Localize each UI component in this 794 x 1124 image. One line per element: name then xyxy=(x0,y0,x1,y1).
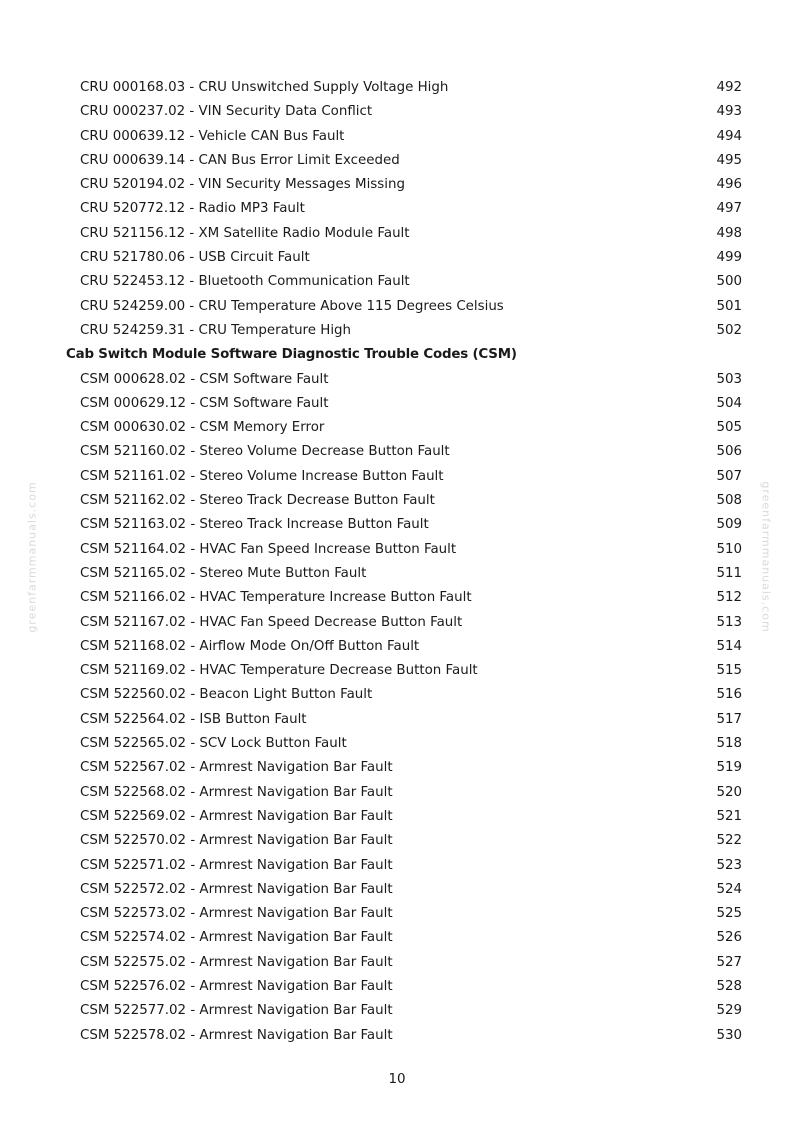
toc-entry[interactable] xyxy=(0,683,794,707)
toc-entry[interactable] xyxy=(0,465,794,489)
toc-entry[interactable] xyxy=(0,708,794,732)
toc-entry[interactable] xyxy=(0,1024,794,1048)
toc-entry[interactable] xyxy=(0,951,794,975)
entry-page-number: 502 xyxy=(716,322,742,338)
toc-section-heading xyxy=(0,343,794,367)
entry-title: CSM 522568.02 - Armrest Navigation Bar Fault xyxy=(80,784,393,800)
toc-entry[interactable] xyxy=(0,805,794,829)
entry-page-number: 515 xyxy=(716,663,742,679)
entry-title: CSM 522571.02 - Armrest Navigation Bar Fault xyxy=(80,857,393,873)
entry-title: CSM 000628.02 - CSM Software Fault xyxy=(80,371,329,387)
entry-title: CRU 524259.31 - CRU Temperature High xyxy=(80,322,352,338)
entry-title: CRU 000639.14 - CAN Bus Error Limit Exceeded xyxy=(80,152,400,168)
toc-entry[interactable] xyxy=(0,999,794,1023)
entry-title: CRU 520772.12 - Radio MP3 Fault xyxy=(80,201,305,217)
entry-title: CSM 521165.02 - Stereo Mute Button Fault xyxy=(80,565,367,581)
toc-entry[interactable] xyxy=(0,562,794,586)
entry-page-number: 499 xyxy=(716,250,742,266)
entry-page-number: 504 xyxy=(716,395,742,411)
toc-entry[interactable] xyxy=(0,489,794,513)
toc-entry[interactable] xyxy=(0,829,794,853)
toc-entry[interactable] xyxy=(0,295,794,319)
entry-page-number: 516 xyxy=(716,687,742,703)
toc-entry[interactable] xyxy=(0,392,794,416)
entry-title: CSM 521160.02 - Stereo Volume Decrease Button Fault xyxy=(80,444,450,460)
entry-page-number: 525 xyxy=(716,906,742,922)
section-title: Cab Switch Module Software Diagnostic Trouble Codes (CSM) xyxy=(66,347,517,363)
entry-title: CSM 522564.02 - ISB Button Fault xyxy=(80,711,307,727)
entry-title: CSM 000630.02 - CSM Memory Error xyxy=(80,420,325,436)
entry-title: CSM 522567.02 - Armrest Navigation Bar Fault xyxy=(80,760,393,776)
entry-page-number: 529 xyxy=(716,1003,742,1019)
entry-page-number: 509 xyxy=(716,517,742,533)
entry-title: CSM 521162.02 - Stereo Track Decrease Button Fault xyxy=(80,493,435,509)
entry-title: CRU 000168.03 - CRU Unswitched Supply Voltage High xyxy=(80,80,449,95)
entry-title: CSM 521169.02 - HVAC Temperature Decrease Button Fault xyxy=(80,663,478,679)
watermark-right: greenfarmmanuals.com xyxy=(759,481,773,633)
entry-page-number: 530 xyxy=(716,1027,742,1043)
toc-entry[interactable] xyxy=(0,635,794,659)
toc-entry[interactable] xyxy=(0,586,794,610)
entry-title: CSM 522569.02 - Armrest Navigation Bar Fault xyxy=(80,808,393,824)
entry-title: CSM 521164.02 - HVAC Fan Speed Increase Button Fault xyxy=(80,541,457,557)
toc-entry[interactable] xyxy=(0,659,794,683)
entry-title: CSM 521168.02 - Airflow Mode On/Off Button Fault xyxy=(80,638,420,654)
toc-entry[interactable] xyxy=(0,854,794,878)
toc-entry[interactable] xyxy=(0,756,794,780)
entry-page-number: 508 xyxy=(716,493,742,509)
entry-page-number: 500 xyxy=(716,274,742,290)
entry-page-number: 524 xyxy=(716,881,742,897)
entry-page-number: 514 xyxy=(716,638,742,654)
entry-page-number: 507 xyxy=(716,468,742,484)
entry-title: CSM 522577.02 - Armrest Navigation Bar Fault xyxy=(80,1003,393,1019)
toc-entry[interactable] xyxy=(0,416,794,440)
entry-page-number: 503 xyxy=(716,371,742,387)
toc-entry[interactable] xyxy=(0,538,794,562)
entry-page-number: 505 xyxy=(716,420,742,436)
entry-page-number: 510 xyxy=(716,541,742,557)
entry-page-number: 518 xyxy=(716,736,742,752)
toc-entry[interactable] xyxy=(0,319,794,343)
entry-page-number: 496 xyxy=(716,177,742,193)
toc-entry[interactable] xyxy=(0,270,794,294)
entry-title: CRU 521156.12 - XM Satellite Radio Module Fault xyxy=(80,225,410,241)
entry-title: CSM 521166.02 - HVAC Temperature Increase Button Fault xyxy=(80,590,472,606)
toc-entry[interactable] xyxy=(0,76,794,100)
entry-page-number: 526 xyxy=(716,930,742,946)
toc-entry[interactable] xyxy=(0,125,794,149)
entry-page-number: 497 xyxy=(716,201,742,217)
entry-page-number: 523 xyxy=(716,857,742,873)
entry-page-number: 522 xyxy=(716,833,742,849)
toc-entry[interactable] xyxy=(0,149,794,173)
entry-title: CSM 522576.02 - Armrest Navigation Bar Fault xyxy=(80,978,393,994)
entry-title: CRU 000237.02 - VIN Security Data Conflict xyxy=(80,104,373,120)
toc-entry[interactable] xyxy=(0,878,794,902)
toc-entry[interactable] xyxy=(0,197,794,221)
entry-page-number: 501 xyxy=(716,298,742,314)
entry-title: CSM 521161.02 - Stereo Volume Increase Button Fault xyxy=(80,468,444,484)
entry-page-number: 506 xyxy=(716,444,742,460)
entry-title: CSM 522570.02 - Armrest Navigation Bar Fault xyxy=(80,833,393,849)
entry-page-number: 498 xyxy=(716,225,742,241)
entry-page-number: 528 xyxy=(716,978,742,994)
toc-entry[interactable] xyxy=(0,732,794,756)
entry-title: CSM 521167.02 - HVAC Fan Speed Decrease Button Fault xyxy=(80,614,463,630)
table-of-contents xyxy=(0,76,794,1048)
toc-entry[interactable] xyxy=(0,440,794,464)
toc-entry[interactable] xyxy=(0,173,794,197)
entry-title: CSM 000629.12 - CSM Software Fault xyxy=(80,395,329,411)
entry-title: CSM 522572.02 - Armrest Navigation Bar Fault xyxy=(80,881,393,897)
entry-title: CRU 521780.06 - USB Circuit Fault xyxy=(80,250,310,266)
entry-page-number: 512 xyxy=(716,590,742,606)
entry-page-number: 517 xyxy=(716,711,742,727)
entry-page-number: 495 xyxy=(716,152,742,168)
entry-title: CSM 522578.02 - Armrest Navigation Bar Fault xyxy=(80,1027,393,1043)
entry-title: CRU 522453.12 - Bluetooth Communication Fault xyxy=(80,274,410,290)
toc-entry[interactable] xyxy=(0,246,794,270)
watermark-left: greenfarmmanuals.com xyxy=(25,481,39,633)
entry-page-number: 492 xyxy=(716,80,742,95)
entry-page-number: 493 xyxy=(716,104,742,120)
entry-title: CSM 522574.02 - Armrest Navigation Bar Fault xyxy=(80,930,393,946)
entry-title: CSM 521163.02 - Stereo Track Increase Button Fault xyxy=(80,517,429,533)
entry-page-number: 511 xyxy=(716,565,742,581)
toc-entry[interactable] xyxy=(0,902,794,926)
toc-entry[interactable] xyxy=(0,100,794,124)
entry-page-number: 494 xyxy=(716,128,742,144)
toc-entry[interactable] xyxy=(0,975,794,999)
entry-title: CRU 524259.00 - CRU Temperature Above 115 Degrees Celsius xyxy=(80,298,504,314)
entry-page-number: 519 xyxy=(716,760,742,776)
entry-page-number: 513 xyxy=(716,614,742,630)
entry-page-number: 520 xyxy=(716,784,742,800)
toc-entry[interactable] xyxy=(0,926,794,950)
entry-title: CSM 522573.02 - Armrest Navigation Bar Fault xyxy=(80,906,393,922)
page-number: 10 xyxy=(388,1072,406,1087)
entry-title: CRU 520194.02 - VIN Security Messages Missing xyxy=(80,177,405,193)
entry-title: CSM 522560.02 - Beacon Light Button Fault xyxy=(80,687,373,703)
entry-page-number: 521 xyxy=(716,808,742,824)
toc-entry[interactable] xyxy=(0,781,794,805)
entry-title: CSM 522565.02 - SCV Lock Button Fault xyxy=(80,736,347,752)
entry-page-number: 527 xyxy=(716,954,742,970)
toc-entry[interactable] xyxy=(0,611,794,635)
toc-entry[interactable] xyxy=(0,513,794,537)
entry-title: CSM 522575.02 - Armrest Navigation Bar Fault xyxy=(80,954,393,970)
toc-entry[interactable] xyxy=(0,368,794,392)
toc-entry[interactable] xyxy=(0,222,794,246)
entry-title: CRU 000639.12 - Vehicle CAN Bus Fault xyxy=(80,128,345,144)
